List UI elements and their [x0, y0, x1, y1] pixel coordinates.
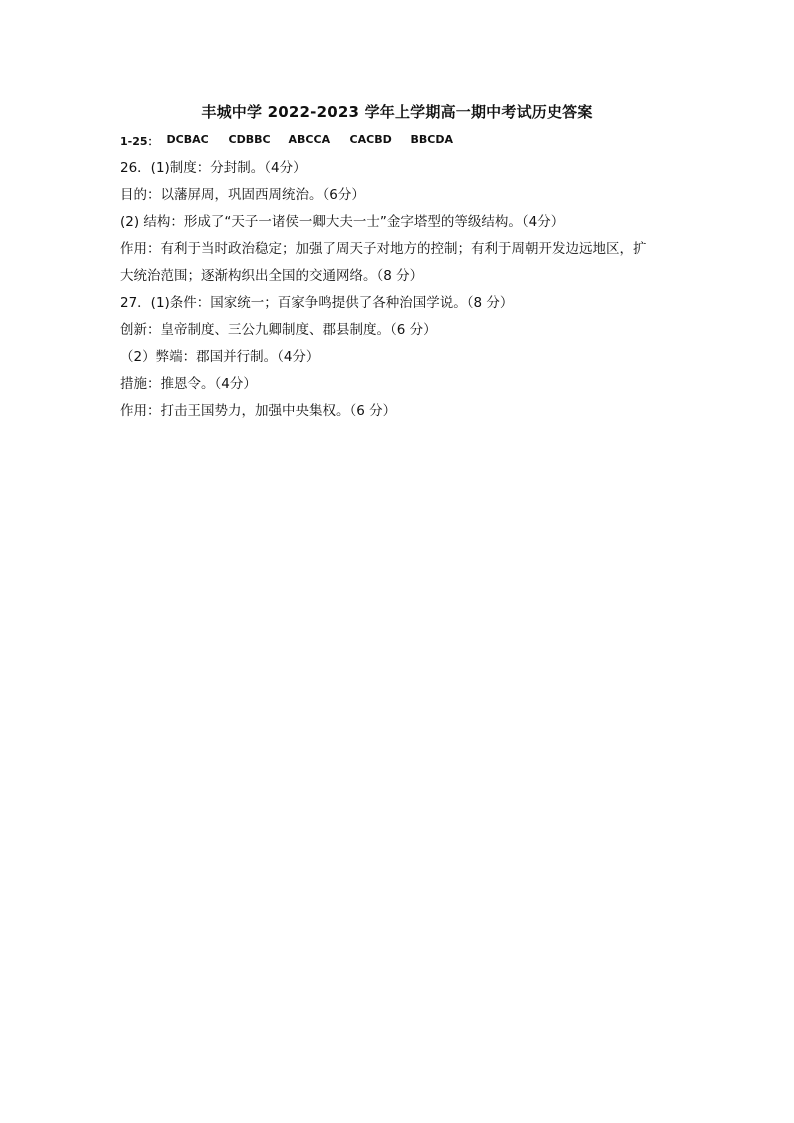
choice-group-1: DCBAC [166, 133, 209, 146]
document-title: 丰城中学 2022-2023 学年上学期高一期中考试历史答案 [201, 103, 593, 121]
answer-line-26-2: (2) 结构：形成了“天子一诸侯一卿大夫一士”金字塔型的等级结构。（4分） [120, 214, 565, 230]
answer-line-27-2: （2）弊端：郡国并行制。（4分） [120, 349, 320, 365]
answer-line-26-effect: 作用：有利于当时政治稳定；加强了周天子对地方的控制；有利于周朝开发边远地区，扩 [120, 241, 647, 257]
choice-group-5: BBCDA [410, 133, 454, 146]
choice-group-3: ABCCA [288, 133, 331, 146]
answer-line-26-1: 26．(1)制度：分封制。（4分） [120, 160, 307, 176]
choice-group-4: CACBD [349, 133, 392, 146]
answer-line-27-1: 27．(1)条件：国家统一；百家争鸣提供了各种治国学说。（8 分） [120, 295, 514, 311]
choice-group-2: CDBBC [228, 133, 271, 146]
answer-line-27-innovation: 创新：皇帝制度、三公九卿制度、郡县制度。（6 分） [120, 322, 437, 338]
answer-line-27-effect: 作用：打击王国势力，加强中央集权。（6 分） [120, 403, 397, 419]
choice-answers-row [120, 133, 453, 149]
answer-line-27-measure: 措施：推恩令。（4分） [120, 376, 257, 392]
answer-line-26-effect-cont: 大统治范围；逐渐构织出全国的交通网络。（8 分） [120, 268, 424, 284]
choice-answers-label: 1-25： [120, 135, 159, 148]
answer-line-26-purpose: 目的：以藩屏周，巩固西周统治。（6分） [120, 187, 365, 203]
